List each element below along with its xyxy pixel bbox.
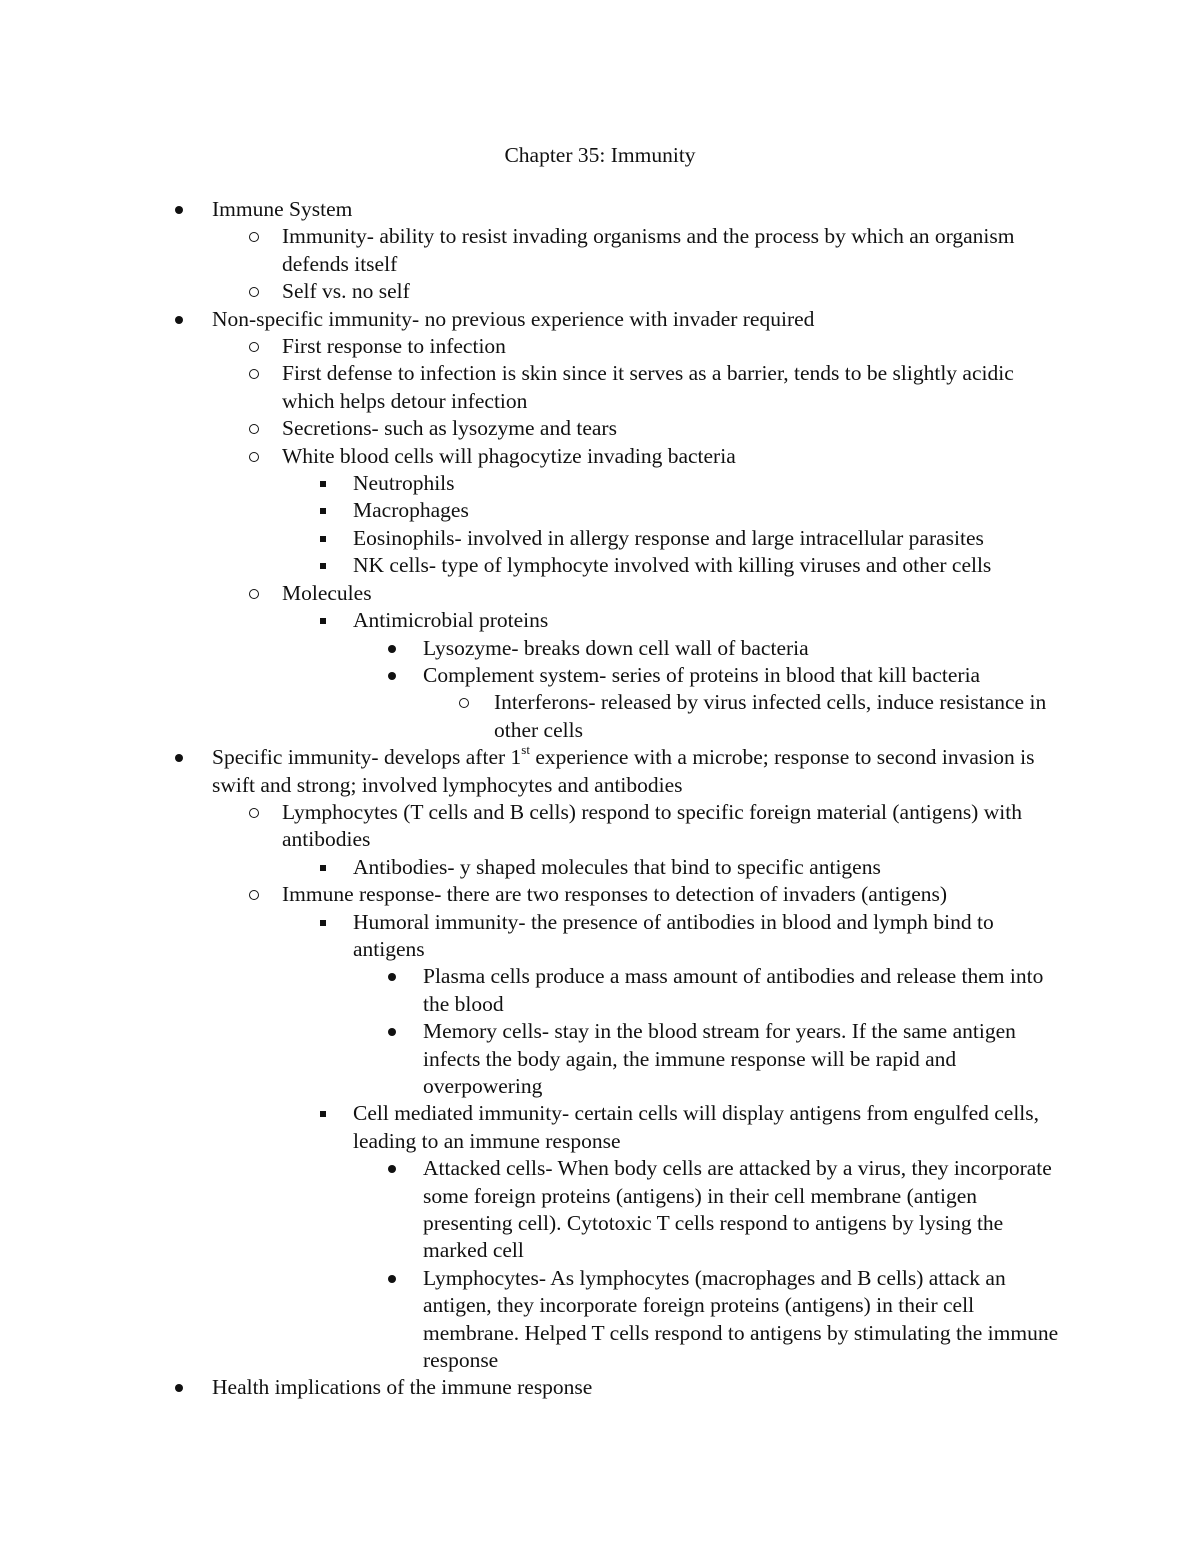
list-item — [0, 580, 1062, 607]
list-item — [0, 881, 1062, 908]
square-bullet-icon — [318, 470, 340, 497]
list-item — [0, 525, 1062, 552]
circle-bullet-icon — [248, 360, 270, 387]
list-item-text: Specific immunity- develops after 1 — [212, 745, 522, 770]
disc-bullet-icon — [173, 744, 195, 771]
list-item — [0, 1265, 1062, 1375]
disc-bullet-icon — [386, 635, 408, 662]
list-item — [0, 443, 1062, 470]
list-item-text: Macrophages — [353, 498, 469, 523]
list-item — [0, 415, 1062, 442]
list-item — [0, 552, 1062, 579]
list-item-text: Lymphocytes- As lymphocytes (macrophages and B cells) attack an antigen, they incorporate foreign proteins (antigens) in their cell membrane. Helped T cells respond to antigens by stimulating the immune response — [423, 1265, 1059, 1373]
list-item — [0, 497, 1062, 524]
superscript-ordinal: st — [521, 741, 530, 757]
list-item-text: First defense to infection is skin since it serves as a barrier, tends to be slightly acidic which helps detour infection — [282, 361, 1014, 413]
square-bullet-icon — [318, 525, 340, 552]
list-item — [0, 909, 1062, 964]
square-bullet-icon — [318, 497, 340, 524]
list-item-text: Antibodies- y shaped molecules that bind to specific antigens — [353, 854, 881, 879]
list-item — [0, 1374, 1062, 1401]
list-item-text: Immune System — [212, 197, 353, 221]
list-item-text: Memory cells- stay in the blood stream for years. If the same antigen infects the body again, the immune response will be rapid and overpowering — [423, 1019, 1016, 1098]
disc-bullet-icon — [386, 1018, 408, 1045]
list-item-text: Molecules — [282, 580, 372, 605]
list-item-text: Health implications of the immune response — [212, 1375, 593, 1400]
list-item — [0, 306, 1062, 333]
page-title: Chapter 35: Immunity — [504, 143, 696, 167]
disc-bullet-icon — [173, 306, 195, 333]
list-item — [0, 360, 1062, 415]
disc-bullet-icon — [386, 1155, 408, 1182]
list-item-text: Secretions- such as lysozyme and tears — [282, 416, 617, 441]
list-item — [0, 1018, 1062, 1100]
list-item-text-continued: experience with a microbe; response to second invasion is swift and strong; involved lymphocytes and antibodies — [212, 745, 1035, 797]
disc-bullet-icon — [386, 1265, 408, 1292]
disc-bullet-icon — [386, 662, 408, 689]
square-bullet-icon — [318, 909, 340, 936]
list-item — [0, 1100, 1062, 1155]
list-item-text: Cell mediated immunity- certain cells will display antigens from engulfed cells, leading to an immune response — [353, 1101, 1040, 1153]
list-item — [0, 278, 1062, 305]
list-item-text: Self vs. no self — [282, 279, 410, 304]
list-item — [0, 1155, 1062, 1265]
disc-bullet-icon — [386, 963, 408, 990]
list-item — [0, 196, 1062, 223]
list-item — [0, 741, 1062, 799]
list-item-text: Immunity- ability to resist invading organisms and the process by which an organism defends itself — [282, 224, 1015, 276]
circle-bullet-icon — [248, 799, 270, 826]
list-item-text: NK cells- type of lymphocyte involved with killing viruses and other cells — [353, 553, 992, 578]
list-item-text: Immune response- there are two responses to detection of invaders (antigens) — [282, 882, 948, 907]
square-bullet-icon — [318, 552, 340, 579]
list-item-text: First response to infection — [282, 334, 506, 359]
list-item-text: Attacked cells- When body cells are attacked by a virus, they incorporate some foreign proteins (antigens) in their cell membrane (antigen presenting cell). Cytotoxic T cells respond to antigens by lysing the marked cell — [423, 1156, 1052, 1263]
list-item — [0, 333, 1062, 360]
list-item-text: White blood cells will phagocytize invading bacteria — [282, 443, 736, 468]
list-item-text: Non-specific immunity- no previous experience with invader required — [212, 306, 815, 331]
list-item — [0, 963, 1062, 1018]
list-item-text: Plasma cells produce a mass amount of antibodies and release them into the blood — [423, 964, 1044, 1016]
circle-bullet-icon — [248, 443, 270, 470]
circle-bullet-icon — [248, 278, 270, 305]
square-bullet-icon — [318, 607, 340, 634]
list-item — [0, 635, 1062, 662]
list-item — [0, 799, 1062, 854]
square-bullet-icon — [318, 1100, 340, 1127]
circle-bullet-icon — [248, 223, 270, 250]
circle-bullet-icon — [248, 415, 270, 442]
circle-bullet-icon — [248, 333, 270, 360]
circle-bullet-icon — [248, 580, 270, 607]
list-item — [0, 854, 1062, 881]
circle-bullet-icon — [248, 881, 270, 908]
list-item-text: Eosinophils- involved in allergy response and large intracellular parasites — [353, 525, 984, 550]
square-bullet-icon — [318, 854, 340, 881]
list-item-text: Antimicrobial proteins — [353, 608, 549, 633]
list-item-text: Lysozyme- breaks down cell wall of bacteria — [423, 635, 809, 660]
list-item — [0, 689, 1062, 744]
list-item-text: Neutrophils — [353, 471, 455, 496]
list-item — [0, 470, 1062, 497]
circle-bullet-icon — [458, 689, 480, 716]
list-item-text: Complement system- series of proteins in blood that kill bacteria — [423, 662, 981, 687]
list-item — [0, 223, 1062, 278]
disc-bullet-icon — [173, 1374, 195, 1401]
disc-bullet-icon — [173, 196, 195, 223]
list-item-text: Interferons- released by virus infected cells, induce resistance in other cells — [494, 690, 1047, 742]
list-item — [0, 607, 1062, 634]
outline-list — [0, 196, 1200, 1402]
list-item-text: Humoral immunity- the presence of antibodies in blood and lymph bind to antigens — [353, 909, 994, 961]
list-item-text: Lymphocytes (T cells and B cells) respond to specific foreign material (antigens) with antibodies — [282, 799, 1022, 852]
list-item — [0, 662, 1062, 689]
